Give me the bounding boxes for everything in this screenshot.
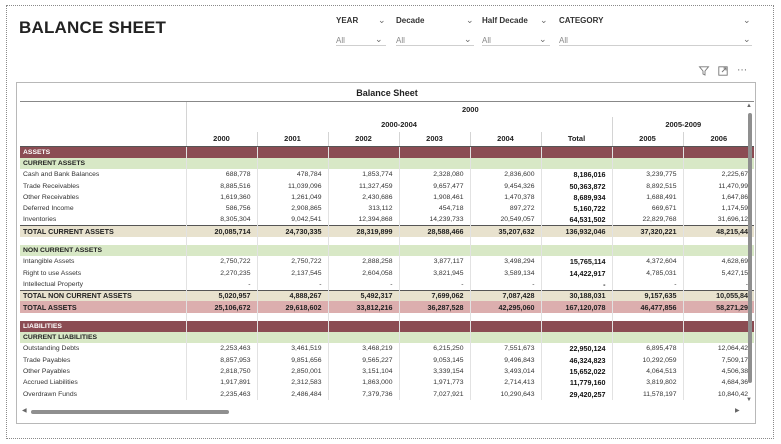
table-cell: 9,851,656 [257,355,328,366]
table-cell [541,321,612,332]
table-row [20,180,754,191]
table-cell [683,158,754,169]
table-cell [399,158,470,169]
table-cell: - [186,279,257,290]
table-cell [399,321,470,332]
column-header[interactable]: 2002 [328,132,399,147]
table-cell: 37,320,221 [612,226,683,237]
table-cell: 4,785,031 [612,267,683,278]
matrix-body [20,147,754,400]
table-cell: 15,765,114 [541,256,612,267]
table-cell: 3,821,945 [399,267,470,278]
slicer-decade-label: Decade [396,16,425,25]
chevron-down-icon[interactable]: ⌄ [743,34,751,44]
table-cell: 2,430,686 [328,192,399,203]
table-cell: 3,877,117 [399,256,470,267]
row-label: Accrued Liabilities [23,379,78,387]
table-cell [470,237,541,245]
table-cell: 25,106,672 [186,301,257,312]
table-cell: 3,468,219 [328,343,399,354]
table-cell: 1,647,86 [683,192,754,203]
table-cell: - [541,279,612,290]
row-label: Trade Receivables [23,182,80,190]
table-cell: 12,064,42 [683,343,754,354]
table-cell [328,147,399,158]
table-cell [186,321,257,332]
filter-icon[interactable] [699,66,709,79]
table-cell: - [328,279,399,290]
column-header[interactable]: Total [541,132,612,147]
table-cell [470,313,541,321]
slicer-category[interactable] [559,14,752,48]
table-cell [399,313,470,321]
chevron-down-icon[interactable]: ⌄ [539,34,547,44]
table-row-spacer [20,313,754,321]
table-cell: 30,188,031 [541,290,612,301]
table-cell: 35,207,632 [470,226,541,237]
table-cell [470,147,541,158]
table-cell [257,147,328,158]
chevron-down-icon[interactable]: ⌄ [464,34,472,44]
table-cell: 1,688,491 [612,192,683,203]
visual-title: Balance Sheet [356,88,418,98]
table-cell: 2,486,484 [257,388,328,399]
table-cell: 9,496,843 [470,355,541,366]
slicer-underline [559,45,752,46]
table-cell [470,245,541,256]
table-cell: 24,730,335 [257,226,328,237]
table-cell: 8,892,515 [612,180,683,191]
table-cell: 5,020,957 [186,290,257,301]
table-cell [399,147,470,158]
visual-header-icons [699,66,754,79]
chevron-down-icon[interactable]: ⌄ [466,15,474,25]
table-cell: 10,840,42 [683,388,754,399]
table-cell: 4,628,69 [683,256,754,267]
table-cell [470,321,541,332]
table-cell [186,147,257,158]
row-label: Intangible Assets [23,258,75,266]
table-cell [328,332,399,343]
table-row-grand [20,301,754,312]
row-label: ASSETS [20,147,186,158]
chevron-down-icon[interactable]: ⌄ [378,15,386,25]
table-cell: 50,363,872 [541,180,612,191]
table-cell: 2,270,235 [186,267,257,278]
table-cell [257,321,328,332]
table-cell: 64,531,502 [541,214,612,225]
table-cell: 5,427,15 [683,267,754,278]
table-row-total [20,226,754,237]
table-cell: 10,055,84 [683,290,754,301]
table-cell: 29,420,257 [541,388,612,399]
table-cell: 7,551,673 [470,343,541,354]
table-cell: 2,888,258 [328,256,399,267]
table-cell: 11,779,160 [541,377,612,388]
table-cell: 7,509,17 [683,355,754,366]
scroll-up-icon[interactable]: ▲ [746,103,752,109]
table-cell [612,158,683,169]
row-label: TOTAL ASSETS [20,301,186,312]
scroll-down-icon[interactable]: ▼ [746,397,752,403]
table-cell: 9,657,477 [399,180,470,191]
table-cell: 2,850,001 [257,366,328,377]
table-cell [683,237,754,245]
table-row [20,169,754,180]
table-cell: 9,565,227 [328,355,399,366]
table-cell: 4,064,513 [612,366,683,377]
column-header[interactable]: 2001 [257,132,328,147]
slicer-half-decade[interactable] [482,14,550,48]
row-label: Overdrawn Funds [23,390,78,398]
chevron-down-icon[interactable]: ⌄ [743,15,751,25]
table-row-section [20,147,754,158]
row-label: Cash and Bank Balances [23,171,100,179]
table-cell [683,245,754,256]
table-cell: 9,454,326 [470,180,541,191]
more-options-icon[interactable]: ⋯ [737,65,749,76]
table-cell [257,245,328,256]
table-cell: 3,239,775 [612,169,683,180]
slicer-half-decade-label: Half Decade [482,16,528,25]
table-row-sub [20,245,754,256]
table-cell: 11,327,459 [328,180,399,191]
table-cell [399,332,470,343]
table-cell: 29,618,602 [257,301,328,312]
table-cell: 1,853,774 [328,169,399,180]
slicer-decade-value[interactable]: All [396,36,405,45]
table-cell [328,237,399,245]
table-cell [612,332,683,343]
header-row-year [20,132,754,147]
table-cell: 897,272 [470,203,541,214]
header-row-half-decade [20,117,754,132]
table-cell: 5,160,722 [541,203,612,214]
table-cell: 1,619,360 [186,192,257,203]
page-title: BALANCE SHEET [19,18,167,37]
table-cell: 14,239,733 [399,214,470,225]
table-cell [612,321,683,332]
table-cell: 42,295,060 [470,301,541,312]
table-cell [612,245,683,256]
table-row [20,355,754,366]
row-label: Deferred Income [23,205,74,213]
table-cell: 8,305,304 [186,214,257,225]
table-cell: 22,829,768 [612,214,683,225]
table-cell: - [612,279,683,290]
table-row [20,203,754,214]
table-cell: 2,328,080 [399,169,470,180]
table-cell [186,313,257,321]
column-header[interactable]: 2000 [186,132,257,147]
table-cell [541,237,612,245]
table-cell: 48,215,44 [683,226,754,237]
table-cell [399,245,470,256]
table-cell [328,313,399,321]
header-corner [20,117,186,132]
table-cell: 688,778 [186,169,257,180]
focus-mode-icon[interactable] [718,66,728,79]
table-cell: 58,271,29 [683,301,754,312]
table-cell [186,237,257,245]
row-label: Inventories [23,216,57,224]
table-cell: 5,492,317 [328,290,399,301]
slicer-half-decade-value[interactable]: All [482,36,491,45]
row-label [20,237,186,245]
slicer-underline [482,45,550,46]
scroll-right-icon[interactable]: ▶ [735,408,740,414]
slicer-category-label: CATEGORY [559,16,604,25]
table-cell [399,237,470,245]
table-row [20,377,754,388]
table-cell: - [470,279,541,290]
slicer-underline [396,45,474,46]
column-header[interactable]: 2006 [683,132,754,147]
table-cell: 1,917,891 [186,377,257,388]
table-cell [257,332,328,343]
table-row [20,256,754,267]
table-row [20,192,754,203]
table-row [20,343,754,354]
table-cell: 313,112 [328,203,399,214]
row-label: Intellectual Property [23,280,84,288]
table-cell: 6,215,250 [399,343,470,354]
table-row [20,214,754,225]
table-cell [186,245,257,256]
table-cell: 36,287,528 [399,301,470,312]
slicer-year-label: YEAR [336,16,359,25]
table-cell: 7,699,062 [399,290,470,301]
table-cell: 3,493,014 [470,366,541,377]
table-cell: 9,042,541 [257,214,328,225]
table-cell: 28,319,899 [328,226,399,237]
table-cell: 136,932,046 [541,226,612,237]
table-cell [612,237,683,245]
row-label: NON CURRENT ASSETS [20,245,186,256]
table-cell [186,332,257,343]
table-cell: 9,053,145 [399,355,470,366]
row-label: Trade Payables [23,356,71,364]
table-cell: 2,818,750 [186,366,257,377]
row-label: Other Payables [23,367,70,375]
row-label: CURRENT ASSETS [20,158,186,169]
slicer-year[interactable] [336,14,386,48]
table-cell: 2,235,463 [186,388,257,399]
row-label: TOTAL CURRENT ASSETS [20,226,186,237]
table-row [20,267,754,278]
slicer-category-value[interactable]: All [559,36,568,45]
table-cell: 8,186,016 [541,169,612,180]
table-cell: 8,857,953 [186,355,257,366]
table-cell: 2,908,865 [257,203,328,214]
table-cell [612,313,683,321]
table-cell [470,158,541,169]
matrix-table [20,101,754,400]
table-cell: 28,588,466 [399,226,470,237]
table-cell: 7,087,428 [470,290,541,301]
table-cell: - [683,279,754,290]
table-cell: 1,174,59 [683,203,754,214]
chevron-down-icon[interactable]: ⌄ [375,34,383,44]
scroll-left-icon[interactable]: ◀ [22,408,27,414]
table-cell: 2,604,058 [328,267,399,278]
table-cell: 586,756 [186,203,257,214]
table-cell: 2,225,67 [683,169,754,180]
table-cell: 1,971,773 [399,377,470,388]
table-cell: 10,290,643 [470,388,541,399]
table-cell: 2,312,583 [257,377,328,388]
row-label: Outstanding Debts [23,345,80,353]
header-decade[interactable]: 2000 [186,102,754,117]
table-cell: 46,324,823 [541,355,612,366]
table-cell [541,158,612,169]
table-cell: 3,498,294 [470,256,541,267]
table-cell: 10,292,059 [612,355,683,366]
table-cell: - [399,279,470,290]
horizontal-scrollbar-thumb[interactable] [31,410,229,414]
table-cell [683,321,754,332]
table-cell: 4,684,36 [683,377,754,388]
table-cell: 3,339,154 [399,366,470,377]
slicer-underline [336,45,386,46]
row-label: Other Receivables [23,193,79,201]
table-cell: 8,885,516 [186,180,257,191]
table-cell: 33,812,216 [328,301,399,312]
header-half-decade[interactable]: 2000-2004 [186,117,612,132]
header-half-decade[interactable]: 2005-2009 [612,117,754,132]
table-cell: 669,671 [612,203,683,214]
table-cell: 4,506,38 [683,366,754,377]
header-corner [20,132,186,147]
row-label [20,313,186,321]
table-cell [470,332,541,343]
table-cell: 11,578,197 [612,388,683,399]
table-cell: 11,039,096 [257,180,328,191]
table-row [20,366,754,377]
table-cell: 20,549,057 [470,214,541,225]
table-cell: 46,477,856 [612,301,683,312]
row-label: TOTAL NON CURRENT ASSETS [20,290,186,301]
table-cell: 2,714,413 [470,377,541,388]
table-cell: 9,157,635 [612,290,683,301]
table-cell [257,313,328,321]
table-cell: 1,470,378 [470,192,541,203]
vertical-scrollbar-thumb[interactable] [748,113,752,383]
table-cell: 454,718 [399,203,470,214]
row-label: LIABILITIES [20,321,186,332]
table-row-total [20,290,754,301]
table-row-section [20,321,754,332]
table-cell: 3,461,519 [257,343,328,354]
table-cell: 2,137,545 [257,267,328,278]
header-corner [20,102,186,117]
table-cell: 478,784 [257,169,328,180]
table-cell [257,158,328,169]
slicer-year-value[interactable]: All [336,36,345,45]
table-cell: 7,379,736 [328,388,399,399]
table-cell [683,147,754,158]
slicer-decade[interactable] [396,14,474,48]
table-cell [186,158,257,169]
table-cell: - [257,279,328,290]
table-cell: 4,372,604 [612,256,683,267]
table-cell: 167,120,078 [541,301,612,312]
table-cell [328,158,399,169]
table-cell: 8,689,934 [541,192,612,203]
table-cell: 12,394,868 [328,214,399,225]
table-cell [328,245,399,256]
table-cell: 7,027,921 [399,388,470,399]
table-row-sub [20,158,754,169]
table-cell: 4,888,267 [257,290,328,301]
table-row-sub [20,332,754,343]
row-label: CURRENT LIABILITIES [20,332,186,343]
table-cell [328,321,399,332]
table-cell [541,332,612,343]
table-cell: 1,261,049 [257,192,328,203]
table-cell: 3,819,802 [612,377,683,388]
table-row [20,279,754,290]
table-cell: 3,589,134 [470,267,541,278]
table-cell: 2,750,722 [186,256,257,267]
table-cell: 31,696,12 [683,214,754,225]
table-cell: 1,863,000 [328,377,399,388]
table-cell: 3,151,104 [328,366,399,377]
table-cell [541,245,612,256]
table-cell [257,237,328,245]
table-cell [683,313,754,321]
table-row [20,388,754,399]
table-cell [541,147,612,158]
table-cell: 14,422,917 [541,267,612,278]
chevron-down-icon[interactable]: ⌄ [540,15,548,25]
table-cell [541,313,612,321]
table-cell: 1,908,461 [399,192,470,203]
table-row-spacer [20,237,754,245]
table-cell: 15,652,022 [541,366,612,377]
row-label: Right to use Assets [23,269,82,277]
table-cell [612,147,683,158]
table-cell: 2,253,463 [186,343,257,354]
balance-sheet-visual [16,82,756,424]
column-header[interactable]: 2003 [399,132,470,147]
column-header[interactable]: 2005 [612,132,683,147]
table-cell: 2,750,722 [257,256,328,267]
table-cell: 11,470,99 [683,180,754,191]
table-cell: 2,836,600 [470,169,541,180]
table-cell: 6,895,478 [612,343,683,354]
table-cell: 20,085,714 [186,226,257,237]
matrix-table-viewport[interactable] [20,101,749,407]
header-row-decade [20,102,754,117]
column-header[interactable]: 2004 [470,132,541,147]
table-cell: 22,950,124 [541,343,612,354]
table-cell [683,332,754,343]
